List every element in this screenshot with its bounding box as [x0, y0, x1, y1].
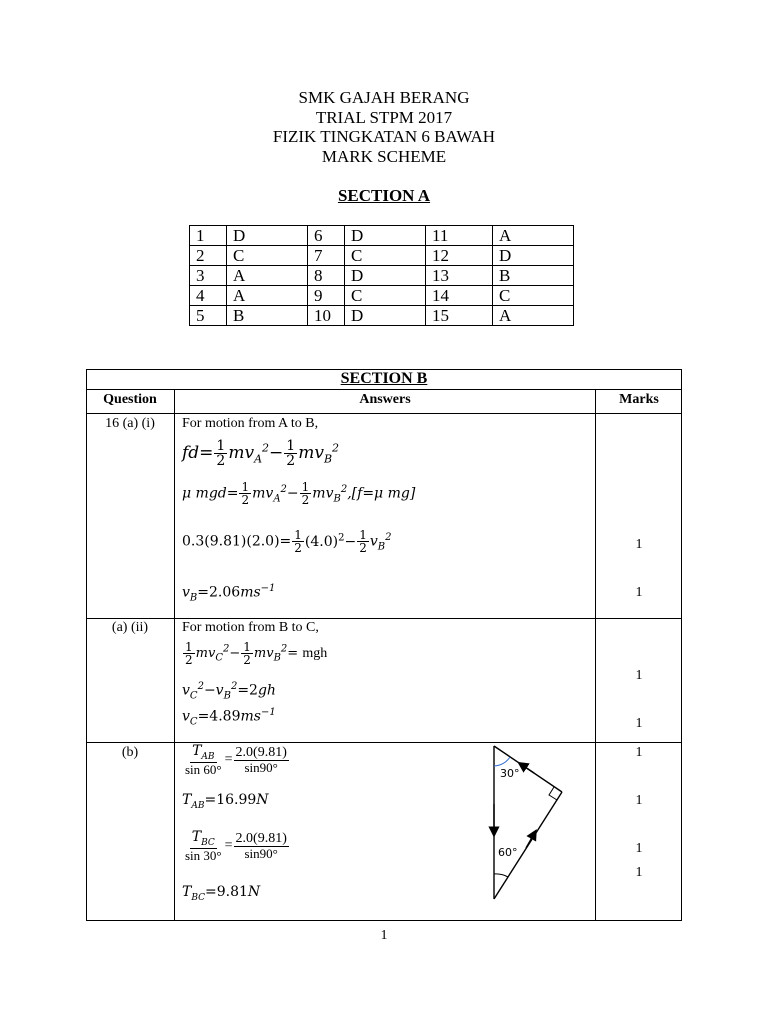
question-label-16b: (b) [121, 745, 139, 760]
section-b-title: SECTION B [340, 370, 428, 387]
section-b-table [86, 369, 682, 921]
subject-title: FIZIK TINGKATAN 6 BAWAH [272, 127, 496, 146]
answer-cell: D [227, 226, 308, 246]
answer-cell: A [227, 266, 308, 286]
question-number-cell: 4 [190, 286, 227, 306]
force-triangle-diagram [486, 744, 596, 904]
question-number-cell: 8 [308, 266, 345, 286]
equation-energy-b-to-c: $\frac{1}{2}$ $mv_C^2-$ $\frac{1}{2}$ $mv_B^2=$ mgh [185, 640, 328, 667]
question-number-cell: 1 [190, 226, 227, 246]
question-number-cell: 14 [426, 286, 493, 306]
answer-cell: D [345, 266, 426, 286]
question-number-cell: 7 [308, 246, 345, 266]
answer-cell: C [227, 246, 308, 266]
col-question-header: Question [103, 392, 157, 407]
col-answers-header: Answers [359, 392, 411, 407]
answer-cell: D [345, 306, 426, 326]
motion-a-to-b-text: For motion from A to B, [182, 416, 319, 431]
mark-16aii-2: 1 [635, 716, 643, 731]
exam-title: TRIAL STPM 2017 [315, 108, 453, 127]
mark-16aii-1: 1 [635, 668, 643, 683]
equation-tab-ratio: $\frac{T_{AB}}{\sin 60^\circ}$ = $\frac{2.0(9.81)}{\sin 90^\circ}$ [185, 743, 287, 777]
mark-16ai-2: 1 [635, 585, 643, 600]
question-number-cell: 3 [190, 266, 227, 286]
result-tab: $T_{AB}=16.99N$ [182, 792, 269, 811]
answer-cell: A [493, 306, 574, 326]
section-a-row [190, 226, 574, 246]
question-number-cell: 6 [308, 226, 345, 246]
question-number-cell: 15 [426, 306, 493, 326]
mark-16ai-1: 1 [635, 537, 643, 552]
equation-numeric-substitution: 0.3(9.81)(2.0)= $\frac{1}{2}$ $(4.0)^2-$ $\frac{1}{2}$ $v_B^2$ [182, 528, 392, 555]
answer-cell: A [493, 226, 574, 246]
mark-16b-1: 1 [635, 745, 643, 760]
equation-velocity-squared: $v_C^2-v_B^2=2gh$ [182, 681, 276, 702]
equation-friction-substitution: μ mgd= $\frac{1}{2}$ $mv_A^2-$ $\frac{1}{2}$ $mv_B^2,[f=\mu$ mg] [182, 480, 416, 507]
answer-cell: C [345, 286, 426, 306]
motion-b-to-c-text: For motion from B to C, [182, 620, 319, 635]
answer-cell: C [345, 246, 426, 266]
question-number-cell: 13 [426, 266, 493, 286]
answer-cell: C [493, 286, 574, 306]
doc-type: MARK SCHEME [321, 147, 447, 166]
angle-60-label: 60° [498, 846, 518, 859]
page-number: 1 [380, 928, 388, 943]
section-a-row [190, 266, 574, 286]
answer-cell: B [227, 306, 308, 326]
school-name: SMK GAJAH BERANG [298, 88, 470, 107]
question-label-16ai: 16 (a) (i) [105, 416, 155, 431]
mark-16b-3: 1 [635, 841, 643, 856]
question-number-cell: 9 [308, 286, 345, 306]
equation-tbc-ratio: $\frac{T_{BC}}{\sin 30^\circ}$ = $\frac{2.0(9.81)}{\sin 90^\circ}$ [185, 829, 287, 863]
answer-cell: D [493, 246, 574, 266]
answer-cell: A [227, 286, 308, 306]
question-label-16aii: (a) (ii) [111, 620, 149, 635]
result-vb: $v_B=2.06ms^{-1}$ [182, 583, 276, 604]
mark-16b-2: 1 [635, 793, 643, 808]
col-marks-header: Marks [619, 392, 659, 407]
result-vc: $v_C=4.89ms^{-1}$ [182, 707, 276, 728]
mark-16b-4: 1 [635, 865, 643, 880]
section-a-row [190, 306, 574, 326]
question-number-cell: 5 [190, 306, 227, 326]
result-tbc: $T_{BC}=9.81N$ [182, 884, 261, 903]
equation-work-energy: fd= $\frac{1}{2}$ $mv_A^2-$ $\frac{1}{2}$ $mv_B^2$ [182, 438, 340, 469]
question-number-cell: 11 [426, 226, 493, 246]
section-a-row [190, 286, 574, 306]
answer-cell: B [493, 266, 574, 286]
mgh-text: mgh [302, 646, 328, 661]
section-a-answer-table [189, 225, 574, 326]
question-number-cell: 2 [190, 246, 227, 266]
question-number-cell: 10 [308, 306, 345, 326]
section-a-title: SECTION A [337, 186, 431, 205]
answer-cell: D [345, 226, 426, 246]
angle-30-label: 30° [500, 767, 520, 780]
question-number-cell: 12 [426, 246, 493, 266]
section-a-row [190, 246, 574, 266]
